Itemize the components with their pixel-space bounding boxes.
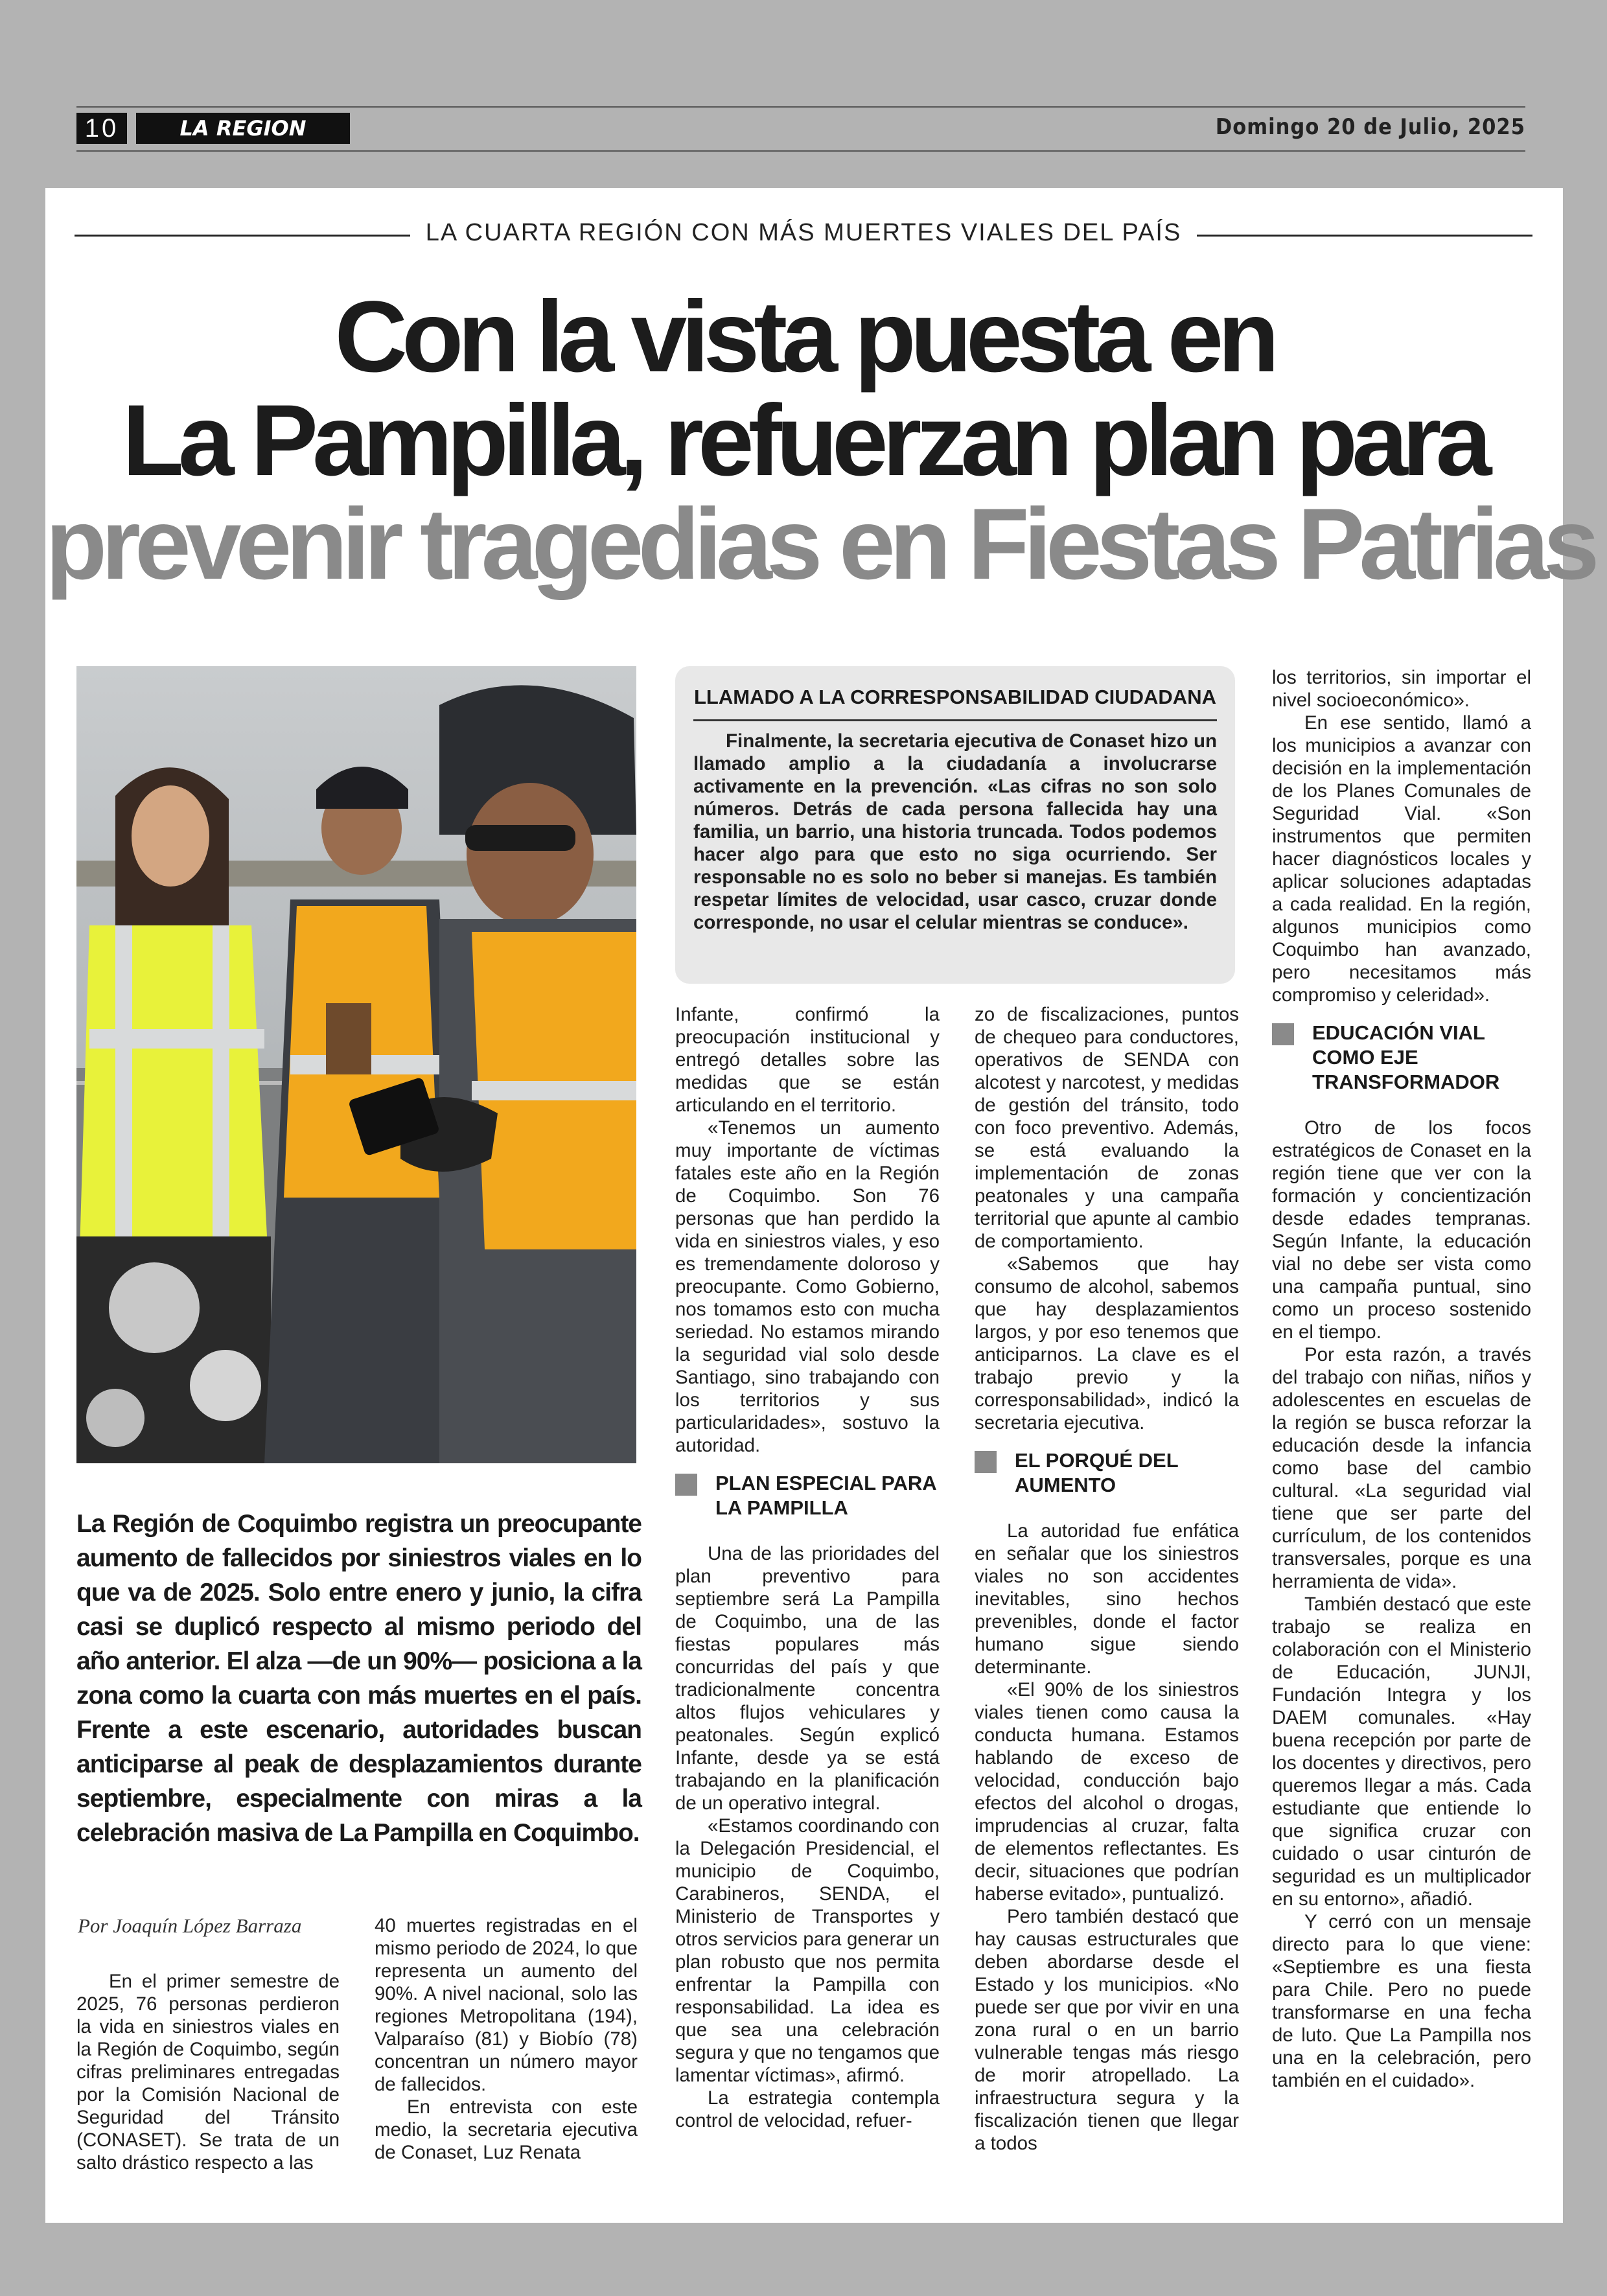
photo-illustration (76, 666, 636, 1463)
page-header (76, 106, 1525, 152)
paragraph: Y cerró con un mensaje directo para lo que viene: «Septiembre es una fiesta para Chile. Pero no puede transformarse en una fecha de luto. Que La Pampilla nos una en la celebración, pero también en el cuidado». (1272, 1911, 1531, 2091)
sidebar-rule (693, 719, 1217, 721)
paragraph: 40 muertes registradas en el mismo periodo de 2024, lo que representa un aumento del 90%. A nivel nacional, solo las regiones Metropolitana (194), Valparaíso (81) y Biobío (78) concentran un número mayor de fallecidos. (375, 1915, 638, 2095)
subhead-porque (975, 1448, 1239, 1498)
kicker (75, 219, 1532, 251)
paragraph: Una de las prioridades del plan preventivo para septiembre será La Pampilla de Coquimbo, una de las fiestas populares más concurridas del país y que tradicionalmente concentra altos flujos vehiculares y peatonales. Según explicó Infante, desde ya se está trabajando en la planificación de un operativo integral. (675, 1543, 940, 1814)
paragraph: «Tenemos un aumento muy importante de víctimas fatales este año en la Región de Coquimbo. Son 76 personas que han perdido la vida en siniestros viales, y eso es tremendamente doloroso y preocupante. Como Gobierno, nos tomamos esto con mucha seriedad. No estamos mirando la seguridad vial solo desde Santiago, sino trabajando con los territorios y sus particularidades», sostuvo la autoridad. (675, 1117, 940, 1456)
column-3 (675, 1003, 940, 2132)
subhead-square-icon (975, 1451, 997, 1473)
paragraph: En ese sentido, llamó a los municipios a avanzar con decisión en la implementación de los Planes Comunales de Seguridad Vial. «Son instrumentos que permiten hacer diagnósticos locales y aplicar soluciones adaptadas a cada realidad. En la región, algunos municipios como Coquimbo han avanzado, pero necesitamos más compromiso y celeridad». (1272, 712, 1531, 1006)
paragraph: La autoridad fue enfática en señalar que los siniestros viales no son accidentes inevitables, sino hechos prevenibles, donde el factor humano sigue siendo determinante. (975, 1520, 1239, 1678)
column-5 (1272, 666, 1531, 2092)
paragraph: Pero también destacó que hay causas estructurales que deben abordarse desde el Estado y los municipios. «No puede ser que por vivir en una zona rural o en un barrio vulnerable tengas más riesgo de morir atropellado. La infraestructura segura y la fiscalización tienen que llegar a todos (975, 1906, 1239, 2154)
column-2 (375, 1914, 638, 2164)
paragraph: «Estamos coordinando con la Delegación Presidencial, el municipio de Coquimbo, Carabineros, SENDA, el Ministerio de Transportes y otros servicios para generar un plan robusto que nos permita enfrentar la Pampilla con responsabilidad. La idea es que sea una celebración segura y que no tengamos que lamentar víctimas», afirmó. (675, 1815, 940, 2086)
newspaper-logo: LA REGION (136, 113, 350, 144)
headline-line-3: prevenir tragedias en Fiestas Patrias (45, 488, 1594, 601)
column-4 (975, 1003, 1239, 2155)
subhead-square-icon (675, 1474, 697, 1496)
kicker-text: LA CUARTA REGIÓN CON MÁS MUERTES VIALES DEL PAÍS (410, 219, 1197, 246)
subhead-text: EDUCACIÓN VIAL COMO EJE TRANSFORMADOR (1312, 1021, 1500, 1093)
sidebar-box (675, 666, 1235, 984)
headline-line-2: La Pampilla, refuerzan plan para (122, 384, 1486, 497)
subhead-square-icon (1272, 1023, 1294, 1045)
byline: Por Joaquín López Barraza (78, 1914, 302, 1937)
subhead-text: EL PORQUÉ DEL AUMENTO (1015, 1449, 1179, 1496)
subhead-educacion (1272, 1021, 1531, 1095)
paragraph: los territorios, sin importar el nivel socioeconómico». (1272, 667, 1531, 711)
article-sheet (45, 188, 1594, 2223)
paragraph: Por esta razón, a través del trabajo con niñas, niños y adolescentes en escuelas de la región se busca reforzar la educación desde la infancia como base del cambio cultural. «La seguridad vial tiene que ser parte del currículum, de los contenidos transversales, porque es una herramienta de vida». (1272, 1344, 1531, 1592)
article-photo (76, 666, 636, 1463)
paragraph: La estrategia contempla control de velocidad, refuer- (675, 2087, 940, 2131)
sidebar-text: Finalmente, la secretaria ejecutiva de Conaset hizo un llamado amplio a la ciudadanía a involucrarse activamente en la prevención. «Las cifras no son solo números. Detrás de cada persona fallecida hay una familia, un barrio, una historia truncada. Todos podemos hacer algo para que esto no siga ocurriendo. Ser responsable no es solo no beber si manejas. Es también respetar límites de velocidad, usar casco, cruzar donde corresponde, no usar el celular mientras se conduce». (693, 730, 1217, 933)
paragraph: En el primer semestre de 2025, 76 personas perdieron la vida en siniestros viales en la Región de Coquimbo, según cifras preliminares entregadas por la Comisión Nacional de Seguridad del Tránsito (CONASET). Se trata de un salto drástico respecto a las (76, 1971, 340, 2174)
headline-line-1: Con la vista puesta en (334, 281, 1274, 393)
paragraph: «El 90% de los siniestros viales tienen como causa la conducta humana. Estamos hablando de exceso de velocidad, conducción bajo efectos del alcohol o drogas, imprudencias al cruzar, falta de elementos reflectantes. Es decir, situaciones que podrían haberse evitado», puntualizó. (975, 1679, 1239, 1905)
sidebar-title: LLAMADO A LA CORRESPONSABILIDAD CIUDADANA (694, 686, 1216, 708)
article-lead: La Región de Coquimbo registra un preocupante aumento de fallecidos por siniestros viales en lo que va de 2025. Solo entre enero y junio, la cifra casi se duplicó respecto al mismo periodo del año anterior. El alza —de un 90%— posiciona a la zona como la cuarta con más muertes en el país. Frente a este escenario, autoridades buscan anticiparse al peak de desplazamientos durante septiembre, especialmente con miras a la celebración masiva de La Pampilla en Coquimbo. (76, 1510, 642, 1847)
paragraph: En entrevista con este medio, la secretaria ejecutiva de Conaset, Luz Renata (375, 2096, 638, 2163)
page-number: 10 (76, 113, 127, 144)
subhead-text: PLAN ESPECIAL PARA LA PAMPILLA (715, 1472, 936, 1519)
subhead-plan (675, 1471, 940, 1520)
paragraph: «Sabemos que hay consumo de alcohol, sabemos que hay desplazamientos largos, y por eso tenemos que anticiparnos. La clave es el trabajo previo y la corresponsabilidad», indicó la secretaria ejecutiva. (975, 1253, 1239, 1433)
column-1 (76, 1970, 340, 2174)
paragraph: Otro de los focos estratégicos de Conaset en la región tiene que ver con la formación y concientización desde edades tempranas. Según Infante, la educación vial no debe ser vista como una campaña puntual, sino como un proceso sostenido en el tiempo. (1272, 1117, 1531, 1343)
paragraph: También destacó que este trabajo se realiza en colaboración con el Ministerio de Educación, JUNJI, Fundación Integra y los DAEM comunales. «Hay buena recepción por parte de los docentes y directivos, pero queremos llegar a más. Cada estudiante que entiende lo que significa cruzar con cuidado o usar cinturón de seguridad es un multiplicador en su entorno», añadió. (1272, 1594, 1531, 1910)
paragraph: Infante, confirmó la preocupación institucional y entregó detalles sobre las medidas que se están articulando en el territorio. (675, 1004, 940, 1116)
paragraph: zo de fiscalizaciones, puntos de chequeo para conductores, operativos de SENDA con alcotest y narcotest, y medidas de gestión del tránsito, todo con foco preventivo. Además, se está evaluando la implementación de zonas peatonales y una campaña territorial que apunte al cambio de comportamiento. (975, 1004, 1239, 1252)
issue-date: Domingo 20 de Julio, 2025 (1215, 114, 1525, 140)
